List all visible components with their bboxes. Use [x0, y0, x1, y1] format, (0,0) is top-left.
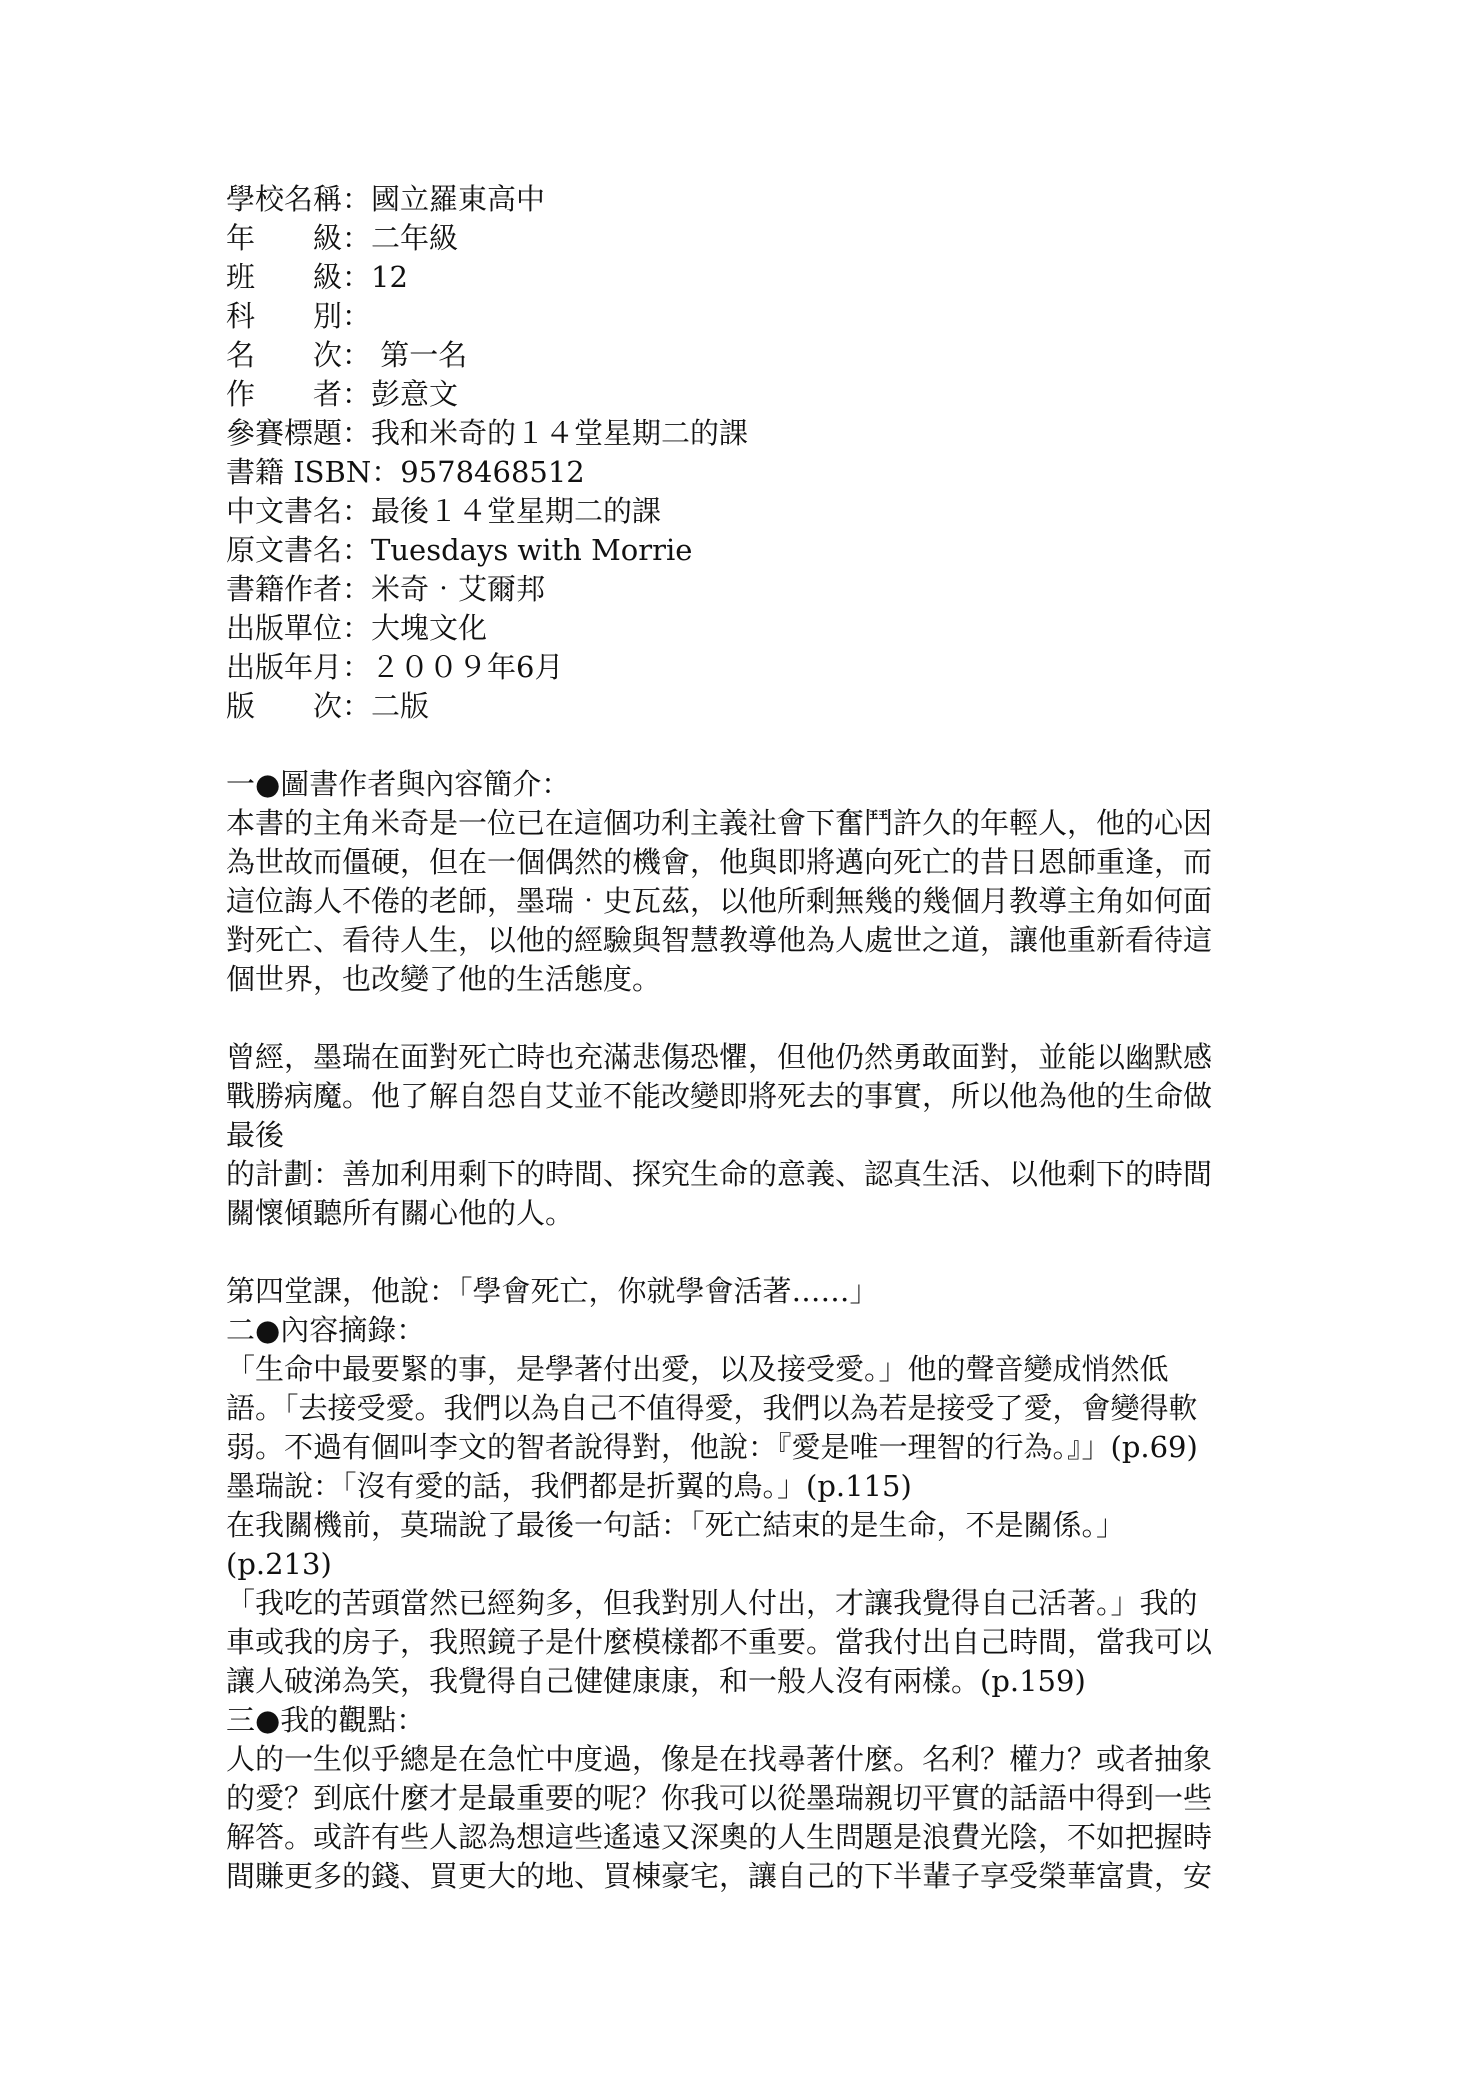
meta-label: 作 者: [226, 377, 342, 411]
section-intro-continued: [226, 1038, 1266, 1233]
paragraph-line: 戰勝病魔。他了解自怨自艾並不能改變即將死去的事實，所以他為他的生命做: [226, 1079, 1213, 1113]
paragraph-line: 第四堂課，他說：「學會死亡，你就學會活著……」: [226, 1274, 879, 1308]
meta-row-publish-date: 出版年月 ： ２００９年6月: [226, 648, 1266, 687]
paragraph-line: 人的一生似乎總是在急忙中度過，像是在找尋著什麼。名利？權力？或者抽象: [226, 1742, 1213, 1776]
meta-label: 中文書名: [226, 494, 343, 528]
meta-value: 12: [371, 260, 408, 294]
paragraph-line: 對死亡、看待人生，以他的經驗與智慧教導他為人處世之道，讓他重新看待這: [226, 923, 1213, 957]
meta-row-school: 學校名稱 ： 國立羅東高中: [226, 180, 1266, 219]
meta-row-publisher: 出版單位 ： 大塊文化: [226, 609, 1266, 648]
blank-line: [226, 726, 1266, 765]
meta-label: 名 次: [226, 338, 342, 372]
paragraph-line: 個世界，也改變了他的生活態度。: [226, 962, 662, 996]
meta-row-author: 作 者 ： 彭意文: [226, 375, 1266, 414]
meta-value: Tuesdays with Morrie: [371, 533, 693, 567]
meta-label: 班 級: [226, 260, 342, 294]
meta-row-entry-title: 參賽標題 ： 我和米奇的１４堂星期二的課: [226, 414, 1266, 453]
meta-label: 科 別: [226, 299, 342, 333]
meta-label: 書籍作者: [226, 572, 343, 606]
meta-label: 出版單位: [226, 611, 343, 645]
meta-label: 版 次: [226, 689, 342, 723]
section-heading: 二●內容摘錄：: [226, 1313, 426, 1347]
paragraph-line: 這位誨人不倦的老師，墨瑞‧史瓦茲，以他所剩無幾的幾個月教導主角如何面: [226, 884, 1213, 918]
meta-value: 二版: [371, 689, 430, 723]
section-heading: 一●圖書作者與內容簡介：: [226, 767, 571, 801]
paragraph-line: (p.213): [226, 1547, 332, 1581]
paragraph-line: 本書的主角米奇是一位已在這個功利主義社會下奮鬥許久的年輕人，他的心因: [226, 806, 1213, 840]
paragraph-line: 為世故而僵硬，但在一個偶然的機會，他與即將邁向死亡的昔日恩師重逢，而: [226, 845, 1213, 879]
paragraph-line: 間賺更多的錢、買更大的地、買棟豪宅，讓自己的下半輩子享受榮華富貴，安: [226, 1859, 1213, 1893]
meta-label: 出版年月: [226, 650, 343, 684]
blank-line: [226, 999, 1266, 1038]
meta-value: 二年級: [371, 221, 459, 255]
meta-value: 我和米奇的１４堂星期二的課: [371, 416, 749, 450]
section-excerpts: [226, 1272, 1266, 1701]
document-page: [226, 180, 1266, 1896]
meta-value: 彭意文: [371, 377, 459, 411]
paragraph-line: 弱。不過有個叫李文的智者說得對，他說：『愛是唯一理智的行為。』」(p.69): [226, 1430, 1198, 1464]
paragraph-line: 「我吃的苦頭當然已經夠多，但我對別人付出，才讓我覺得自己活著。」我的: [226, 1586, 1198, 1620]
section-heading: 三●我的觀點：: [226, 1703, 426, 1737]
meta-row-chinese-title: 中文書名 ： 最後１４堂星期二的課: [226, 492, 1266, 531]
meta-row-original-title: 原文書名 ： Tuesdays with Morrie: [226, 531, 1266, 570]
meta-row-class: 班 級 ： 12: [226, 258, 1266, 297]
meta-label: 原文書名: [226, 533, 343, 567]
paragraph-line: 語。「去接受愛。我們以為自己不值得愛，我們以為若是接受了愛，會變得軟: [226, 1391, 1198, 1425]
paragraph-line: 在我關機前，莫瑞說了最後一句話：「死亡結束的是生命，不是關係。」: [226, 1508, 1126, 1542]
meta-row-grade: 年 級 ： 二年級: [226, 219, 1266, 258]
section-intro: [226, 765, 1266, 999]
paragraph-line: 關懷傾聽所有關心他的人。: [226, 1196, 575, 1230]
paragraph-line: 「生命中最要緊的事，是學著付出愛，以及接受愛。」他的聲音變成悄然低: [226, 1352, 1169, 1386]
meta-value: 大塊文化: [371, 611, 488, 645]
paragraph-line: 曾經，墨瑞在面對死亡時也充滿悲傷恐懼，但他仍然勇敢面對，並能以幽默感: [226, 1040, 1213, 1074]
paragraph-line: 墨瑞說：「沒有愛的話，我們都是折翼的鳥。」(p.115): [226, 1469, 912, 1503]
meta-row-isbn: 書籍 ISBN ： 9578468512: [226, 453, 1266, 492]
paragraph-line: 的計劃：善加利用剩下的時間、探究生命的意義、認真生活、以他剩下的時間: [226, 1157, 1213, 1191]
meta-label: 書籍 ISBN: [226, 455, 372, 489]
paragraph-line: 最後: [226, 1118, 285, 1152]
meta-row-rank: 名 次 ： 第一名: [226, 336, 1266, 375]
meta-row-book-author: 書籍作者 ： 米奇‧艾爾邦: [226, 570, 1266, 609]
blank-line: [226, 1233, 1266, 1272]
paragraph-line: 的愛？到底什麼才是最重要的呢？你我可以從墨瑞親切平實的話語中得到一些: [226, 1781, 1213, 1815]
meta-label: 年 級: [226, 221, 342, 255]
meta-value: 第一名: [371, 338, 468, 372]
meta-value: 米奇‧艾爾邦: [371, 572, 546, 606]
paragraph-line: 讓人破涕為笑，我覺得自己健健康康，和一般人沒有兩樣。(p.159): [226, 1664, 1086, 1698]
meta-value: 9578468512: [400, 455, 585, 489]
paragraph-line: 解答。或許有些人認為想這些遙遠又深奧的人生問題是浪費光陰，不如把握時: [226, 1820, 1213, 1854]
meta-value: 國立羅東高中: [371, 182, 546, 216]
paragraph-line: 車或我的房子，我照鏡子是什麼模樣都不重要。當我付出自己時間，當我可以: [226, 1625, 1213, 1659]
meta-row-edition: 版 次 ： 二版: [226, 687, 1266, 726]
section-viewpoint: [226, 1701, 1266, 1896]
meta-label: 學校名稱: [226, 182, 343, 216]
metadata-block: [226, 180, 1266, 726]
meta-row-subject: 科 別 ：: [226, 297, 1266, 336]
meta-value: 最後１４堂星期二的課: [371, 494, 662, 528]
meta-value: ２００９年6月: [371, 650, 564, 684]
meta-label: 參賽標題: [226, 416, 343, 450]
